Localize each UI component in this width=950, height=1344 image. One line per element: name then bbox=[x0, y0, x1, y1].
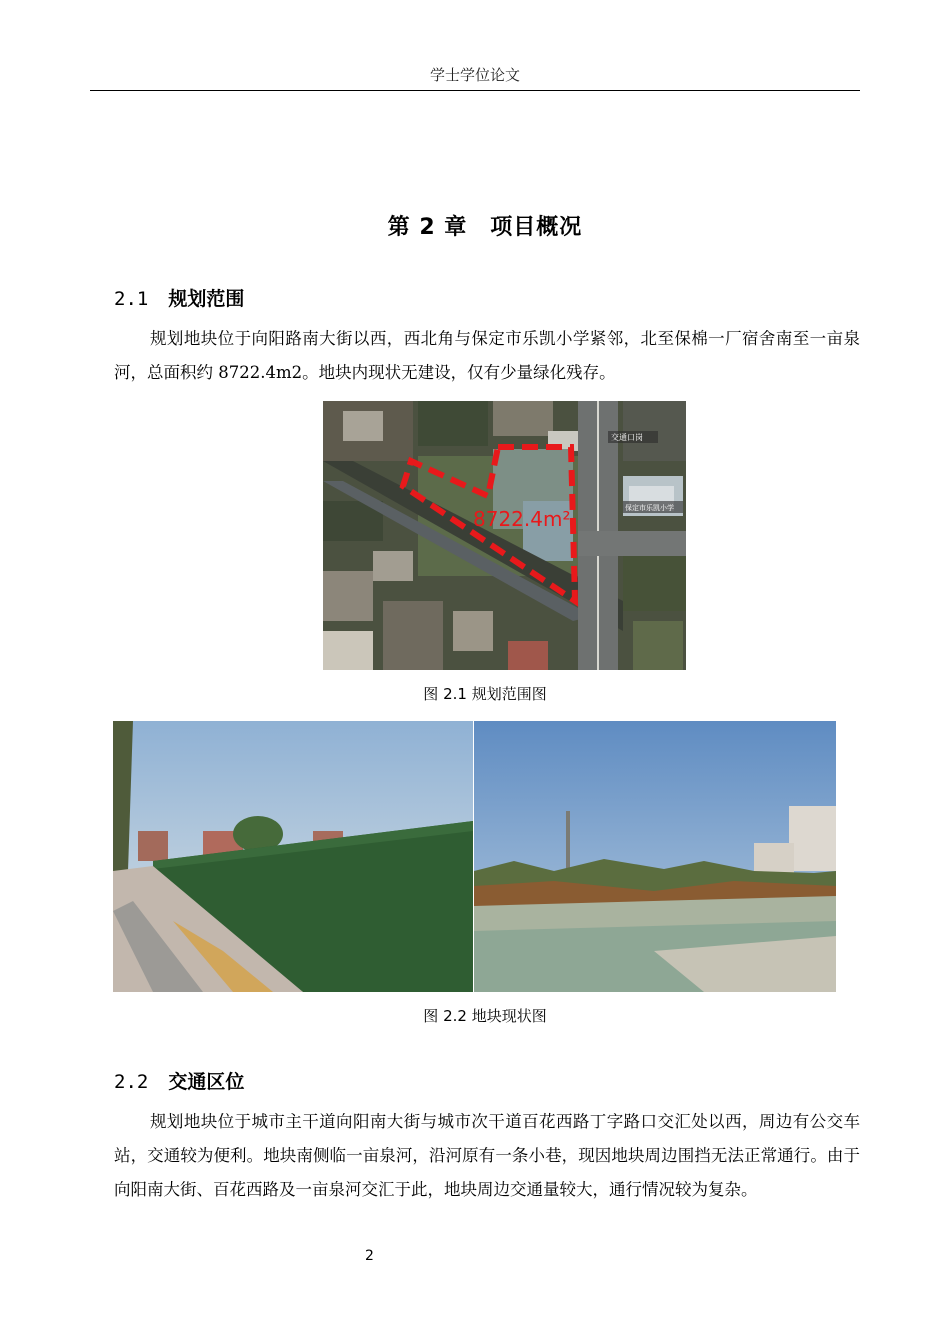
section-heading-2-1 bbox=[114, 284, 244, 311]
chapter-title: 第 2 章 项目概况 bbox=[387, 215, 583, 240]
planning-scope-map bbox=[323, 401, 686, 670]
header-rule bbox=[90, 90, 860, 91]
satellite-map-image bbox=[323, 401, 686, 670]
header-title: 学士学位论文 bbox=[429, 66, 520, 84]
section-2-2-paragraph: 规划地块位于城市主干道向阳南大街与城市次干道百花西路丁字路口交汇处以西，周边有公交车站，交通较为便利。地块南侧临一亩泉河，沿河原有一条小巷，现因地块周边围挡无法正常通行。由于向阳南大街、百花西路及一亩泉河交汇于此，地块周边交通量较大，通行情况较为复杂。 bbox=[114, 1112, 860, 1199]
site-photo-vacant-lot bbox=[474, 721, 836, 992]
section-number: 2.2 bbox=[114, 1071, 149, 1093]
figure-2-2-caption: 图 2.2 地块现状图 bbox=[423, 1007, 547, 1025]
section-title: 规划范围 bbox=[168, 288, 245, 310]
page-number: 2 bbox=[365, 1248, 374, 1264]
section-heading-2-2 bbox=[114, 1067, 244, 1094]
section-2-1-paragraph: 规划地块位于向阳路南大街以西，西北角与保定市乐凯小学紧邻，北至保棉一厂宿舍南至一亩泉河，总面积约 8722.4m2。地块内现状无建设，仅有少量绿化残存。 bbox=[114, 329, 860, 382]
map-label-2: 保定市乐凯小学 bbox=[625, 504, 674, 512]
section-title: 交通区位 bbox=[168, 1071, 245, 1093]
figure-2-1-caption: 图 2.1 规划范围图 bbox=[423, 685, 547, 703]
map-label-1: 交通口岗 bbox=[611, 433, 643, 442]
site-photo-fence bbox=[113, 721, 473, 992]
vacant-lot-photo-image bbox=[474, 721, 836, 992]
area-label: 8722.4m² bbox=[473, 507, 571, 531]
section-number: 2.1 bbox=[114, 288, 149, 310]
fence-photo-image bbox=[113, 721, 473, 992]
